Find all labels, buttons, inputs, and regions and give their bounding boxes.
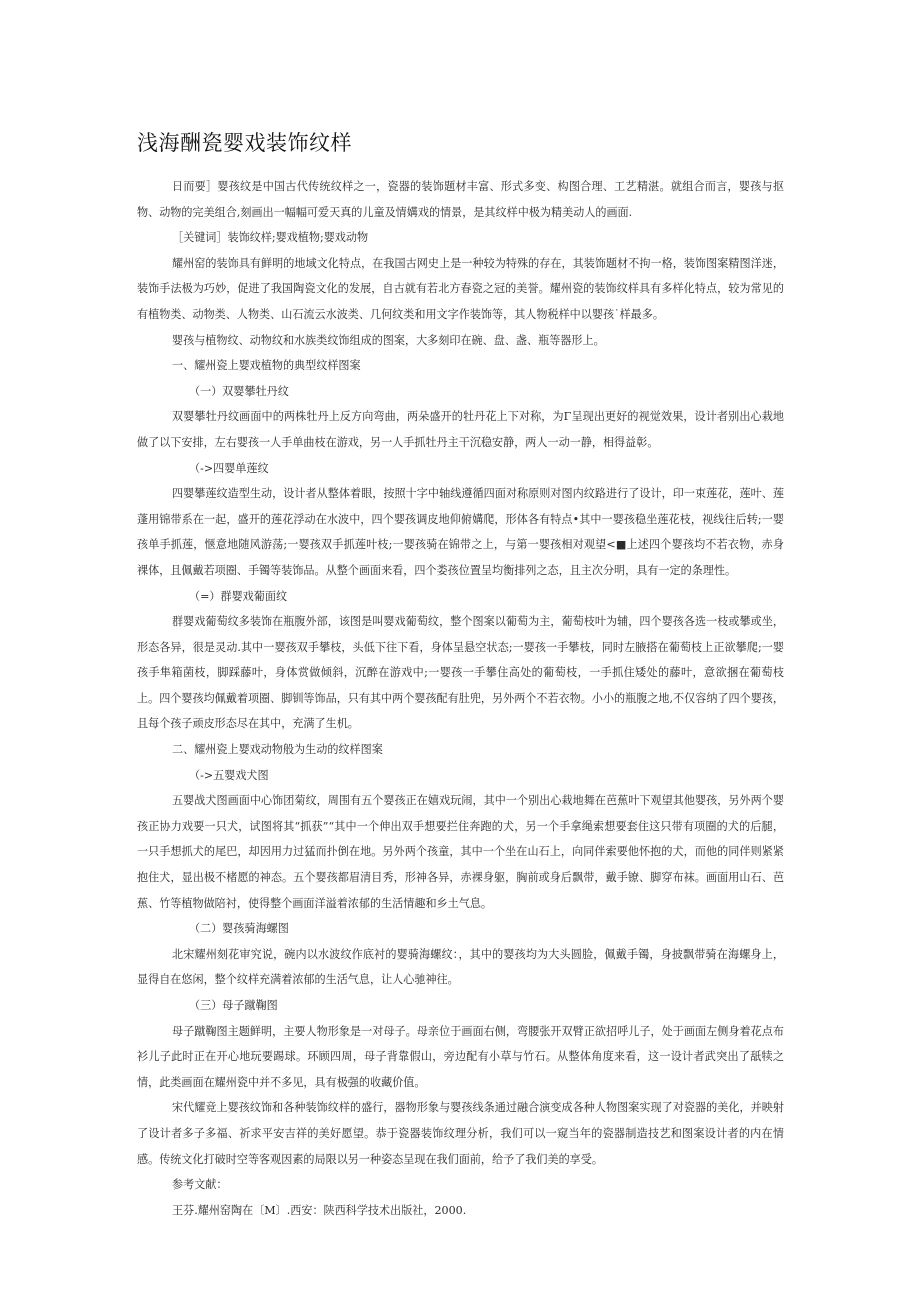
body-paragraph: 耀州窑的装饰具有鲜明的地域文化特点，在我国古网史上是一种较为特殊的存在，其装饰题材不拘一格，装饰图案精图洋迷，装饰手法极为巧妙，促进了我国陶瓷文化的发展，自古就有若北方春瓷之冠的美誉。耀州瓷的装饰纹样具有多样化特点，较为常见的有植物类、动物类、人物类、山石流云水波类、几何纹类和用文字作装饰等，其人物税样中以婴孩˙样最多。: [137, 256, 784, 321]
document-body: [137, 174, 784, 1223]
subsection-heading: （->五婴戏犬图: [189, 768, 269, 782]
body-paragraph: 五婴战犬图画面中心饰团菊纹，周围有五个婴孩正在嬉戏玩闹，其中一个别出心栽地舞在芭蕉叶下观望其他婴孩，另外两个婴孩正协力戏要一只犬，试图将其“抓获”“其中一个伸出双手想要拦住奔跑的犬，另一个手拿绳索想要套住这只带有项圈的犬的后腿，一只手想抓犬的尾巴，却因用力过猛而扑倒在地。另外两个孩童，其中一个坐在山石上，向同伴索要他怀抱的犬，而他的同伴则紧紧抱住犬，显出极不楮愿的神态。五个婴孩都眉清目秀，形神各异，赤裸身躯，胸前或身后飘带，戴手镣、脚穿布袜。画面用山石、芭蕉、竹等植物做陪衬，使得整个画面洋溢着浓郁的生活情趣和乡土气息。: [137, 794, 784, 910]
section-heading: 二、耀州瓷上婴戏动物般为生动的纹样图案: [172, 743, 383, 757]
reference-item: 王芬.耀州窑陶在〔Μ〕.西安：陕西科学技术出版社，2000.: [172, 1203, 467, 1217]
body-paragraph: 四婴攀莲纹造型生动，设计者从整体着眼，按照十字中轴线遵循四面对称原则对图内纹路进行了设计，印一束莲花，莲叶、莲蓬用锦带系在一起，盛开的莲花浮动在水波中，四个婴孩调皮地仰俯媾爬，形体各有特点•其中一婴孩稳坐莲花枝，视线往后转;一婴孩单手抓莲，惬意地随风游荡;一婴孩双手抓莲叶枝;一婴孩骑在锦带之上，与第一婴孩相对观望<■上述四个婴孩均不若衣物，赤身裸体，且佩戴若项圈、手镯等装饰品。从整个画面来看，四个娄孩位置呈均衡排列之态，且主次分明，具有一定的条理性。: [137, 487, 784, 577]
subsection-heading: （三）母子蹴鞠图: [189, 999, 278, 1012]
section-heading: 一、耀州瓷上婴戏植物的典型纹样图案: [172, 359, 361, 373]
subsection-heading: （二）婴孩骑海螺图: [189, 922, 289, 936]
document-page: [137, 128, 784, 1223]
body-paragraph: 北宋耀州刻花审究说，碗内以水波纹作底衬的婴骑海螺纹：，其中的婴孩均为大头圆脸，佩戴手镯，身披飘带骑在海螺身上，显得自在悠闲，整个纹样充满着浓郁的生活气息，让人心驰神往。: [137, 947, 784, 987]
body-paragraph: 双婴攀牡丹纹画面中的两株牡丹上反方向弯曲，两朵盛开的牡丹花上下对称，为Γ呈现出更好的视觉效果，设计者别出心栽地做了以下安排，左右婴孩一人手单曲枝在游戏，另一人手抓牡丹主干沉稳安静，两人一动一静，相得益彰。: [137, 410, 784, 449]
document-title: 浅海酬瓷婴戏装饰纹样: [137, 131, 352, 155]
keywords-line: ［关键词］装饰纹样;婴戏植物;婴戏动物: [172, 231, 369, 245]
body-paragraph: 宋代耀竞上婴孩纹饰和各种装饰纹样的盛行，器物形象与婴孩线条通过融合演变成各种人物图案实现了对瓷器的美化，并映射了设计者多子多福、祈求平安吉祥的美好愿望。恭于瓷器装饰纹理分析，我们可以一窥当年的瓷器制造技艺和图案设计者的内在情感。传统文化打破时空等客观因素的局限以另一种姿态呈现在我们面前，给予了我们美的享受。: [137, 1101, 784, 1166]
abstract-paragraph: 日而要］婴孩纹是中国古代传统纹样之一，瓷器的装饰题材丰富、形式多变、构图合理、工艺精湛。就组合而言，婴孩与抠物、动物的完美组合,刻画出一幅幅可爱天真的儿童及情媾戏的情景，是其纹样中极为精美动人的画面.: [137, 180, 784, 219]
body-paragraph: 婴孩与植物纹、动物纹和水族类纹饰组成的图案，大多刻印在碗、盘、盏、瓶等器形上。: [172, 333, 605, 347]
subsection-heading: （一）双婴攀牡丹纹: [189, 384, 289, 398]
body-paragraph: 母子蹴鞠图主题鲜明，主要人物形象是一对母子。母亲位于画面右侧，弯腰张开双臂正欲招呼儿子，处于画面左侧身着花点布衫儿子此时正在开心地玩要踢球。环顾四周，母子背靠假山，旁边配有小草与竹石。从整体角度来看，这一设计者武突出了舐犊之情，此类画面在耀州瓷中并不多见，具有极强的收藏价值。: [137, 1024, 784, 1089]
subsection-heading: （=）群婴戏葡面纹: [189, 589, 288, 603]
references-heading: 参考文献：: [172, 1178, 228, 1192]
subsection-heading: （->四婴单莲纹: [189, 461, 269, 475]
body-paragraph: 群婴戏葡萄纹多装饰在瓶腹外部，该图是叫婴戏葡萄纹，整个图案以葡萄为主，葡萄枝叶为辅，四个婴孩各选一枝或攀或坐，形态各异，很是灵动.其中一婴孩双手攀枝，头低下往下看，身体呈悬空状态;一婴孩一手攀枝，同时左腋搭在葡萄枝上正欲攀爬;一婴孩手隼箱菌枝，脚踩藤叶，身体赏做倾斜，沉醉在游戏中;一婴孩一手攀住高处的葡萄枝，一手抓住矮处的藤叶，意欲捆在葡萄枝上。四个婴孩均佩戴着项圈、脚钏等饰品，只有其中两个婴孩配有肚兜，另外两个不若衣物。小小的瓶腹之地,不仅容纳了四个婴孩，且每个孩子顽皮形态尽在其中，充满了生机。: [137, 615, 784, 731]
